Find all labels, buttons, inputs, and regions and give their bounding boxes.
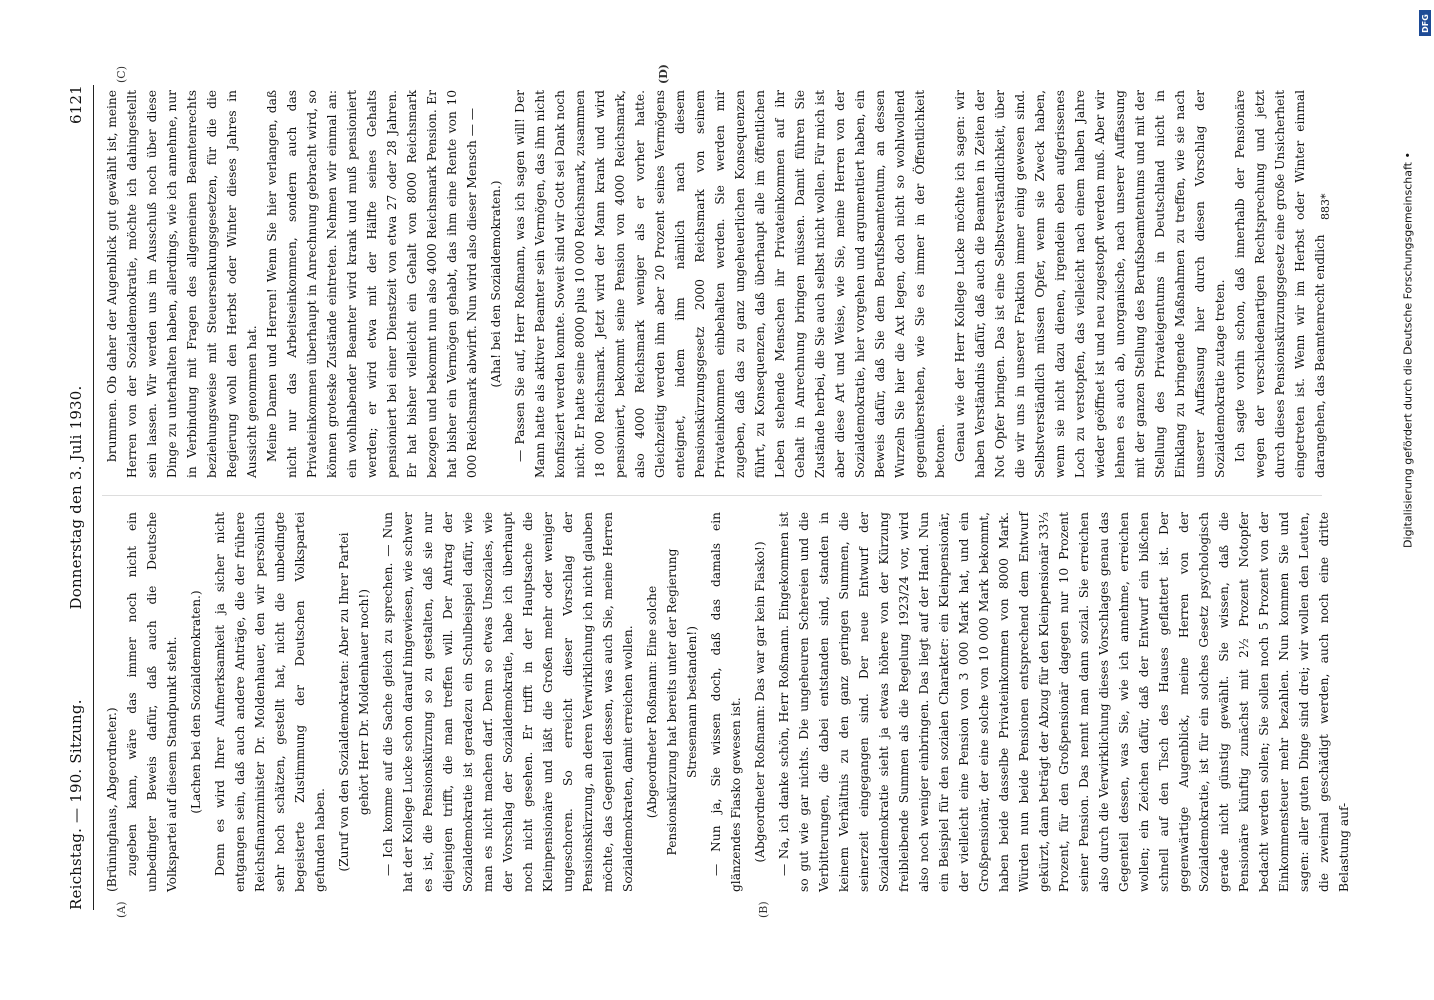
paragraph: — Na, ich danke schön, Herr Roßmann. Eingekommen ist so gut wie gar nichts. Die ungeheuren Schereien und die Verbitterungen, die dabei entstanden sind, standen in keinem Verhältnis zu den ganz geringen Summen, die seinerzeit eingegangen sind. Der neue Entwurf der Sozialdemokratie sieht ja etwas höhere von der Kürzung freibleibende Summen als die Regelung 1923/24 vor, wird also noch weniger einbringen. Das liegt auf der Hand. Nun ein Beispiel für den sozialen Charakter: ein Kleinpensionär, der vielleicht eine Pension von 3 000 Mark hat, und ein Großpensionär, der eine solche von 10 000 Mark bekommt, haben beide dasselbe Privateinkommen von 8000 Mark. Würden nun beide Pensionen entsprechend dem Entwurf gekürzt, dann beträgt der Abzug für den Kleinpensionär 33⅓ Prozent, für den Großpensionär dagegen nur 10 Prozent seiner Pension. Das nennt man dann sozial. Sie erreichen also durch die Verwirklichung dieses Vorschlages genau das Gegenteil dessen, was Sie, wie ich annehme, erreichen wollen; ein Zeichen dafür, daß der Entwurf ein bißchen schnell auf den Tisch des Hauses geflattert ist. Der gegenwärtige Augenblick, meine Herren von der Sozialdemokratie, ist für ein solches Gesetz psychologisch gerade nicht günstig gewählt. Sie wissen, daß die Pensionäre künftig zunächst mit 2½ Prozent Notopfer bedacht werden sollen; Sie sollen noch 5 Prozent von der Einkommensteuer mehr bezahlen. Nun kommen Sie und sagen: aller guten Dinge sind drei; wir wollen den Leuten, die zweimal geschädigt werden, auch noch eine dritte Belastung auf-: [777, 512, 1351, 892]
paragraph: Genau wie der Herr Kollege Lucke möchte ich sagen: wir haben Verständnis dafür, daß auch die Beamten in Zeiten der Not Opfer bringen. Das ist eine Selbstverständlichkeit, über die wir uns in unserer Fraktion immer einig gewesen sind. Selbstverständlich müssen Opfer, wenn sie Zweck haben, wenn sie nicht dazu dienen, irgendein eben aufgerissenes Loch zu verstopfen, das vielleicht nach einem halben Jahre wieder geöffnet ist und neu zugestopft werden muß. Aber wir lehnen es auch ab, unorganische, nach unserer Auffassung mit der ganzen Stellung des Berufsbeamtentums und mit der Stellung des Privateigentums in Deutschland nicht in Einklang zu bringende Maßnahmen zu treffen, wie sie nach unserer Auffassung hier durch diesen Vorschlag der Sozialdemokratie zutage treten.: [953, 90, 1227, 478]
paragraph: — Nun ja, Sie wissen doch, daß das damals ein glänzendes Fiasko gewesen ist.: [709, 512, 743, 892]
interjection: (Aha! bei den Sozialdemokraten.): [489, 180, 503, 388]
header-date: Donnerstag den 3. Juli 1930.: [67, 385, 85, 610]
text-column-left: [102, 512, 1351, 892]
interjection: (Zuruf von den Sozialdemokraten: Aber zu Ihrer Partei gehört Herr Dr. Moldenhauer noch!): [337, 532, 371, 872]
interjection: (Abgeordneter Roßmann: Das war gar kein Fiasko!): [753, 541, 767, 863]
dfg-logo-text: DFG: [1420, 13, 1430, 33]
paragraph: brummen. Ob daher der Augenblick gut gewählt ist, meine Herren von der Sozialdemokratie, möchte ich dahingestellt sein lassen. Wir werden uns im Ausschuß noch über diese Dinge zu unterhalten haben, allerdings, wie ich annehme, nur in Verbindung mit Fragen des allgemeinen Beamtenrechts beziehungsweise mit Steuersenkungsgesetzen, für die die Regierung wohl den Herbst oder Winter dieses Jahres in Aussicht genommen hat.: [105, 90, 259, 478]
margin-marker-d: (D): [657, 64, 670, 84]
rotated-page: [57, 60, 1377, 940]
header-rule: [93, 85, 94, 910]
margin-marker-c: (C): [115, 66, 128, 83]
paragraph: Meine Damen und Herren! Wenn Sie hier verlangen, daß nicht nur das Arbeitseinkommen, sondern auch das Privateinkommen überhaupt in Anrechnung gebracht wird, so können groteske Zustände eintreten. Nehmen wir einmal an: ein wohlhabender Beamter wird krank und muß pensioniert werden; er wird etwa mit der Hälfte seines Gehalts pensioniert bei einer Dienstzeit von etwa 27 oder 28 Jahren. Er hat bisher vielleicht ein Gehalt von 8000 Reichsmark bezogen und bekommt nun also 4000 Reichsmark Pension. Er hat bisher ein Vermögen gehabt, das ihm eine Rente von 10 000 Reichsmark abwirft. Nun wird also dieser Mensch — —: [265, 90, 479, 478]
interjection: (Abgeordneter Roßmann: Eine solche Pensionskürzung hat bereits unter der Regierung Stresemann bestanden!): [645, 548, 699, 856]
dfg-logo: [1419, 10, 1431, 36]
page-header: [67, 85, 93, 910]
digitization-credit: Digitalisierung gefördert durch die Deutsche Forschungsgemeinschaft •: [1401, 152, 1415, 548]
header-page-number: 6121: [67, 85, 85, 124]
margin-marker-a: (A): [115, 901, 128, 918]
paragraph: — Passen Sie auf, Herr Roßmann, was ich sagen will! Der Mann hatte als aktiver Beamter sein Vermögen, das ihm nicht konfisziert werden konnte. Soweit sind wir Gott sei Dank noch nicht. Er hatte seine 8000 plus 10 000 Reichsmark, zusammen 18 000 Reichsmark. Jetzt wird der Mann krank und wird pensioniert, bekommt seine Pension von 4000 Reichsmark, also 4000 Reichsmark weniger als er vorher hatte. Gleichzeitig werden ihm aber 20 Prozent seines Vermögens enteignet, indem ihm nämlich nach diesem Pensionskürzungsgesetz 2000 Reichsmark von seinem Privateinkommen einbehalten werden. Sie werden mir zugeben, daß das zu ganz ungeheuerlichen Konsequenzen führt, zu Konsequenzen, daß überhaupt alle im öffentlichen Leben stehende Menschen ihr Privateinkommen auf ihr Gehalt in Anrechnung bringen müssen. Damit führen Sie Zustände herbei, die Sie auch selbst nicht wollen. Für mich ist aber diese Art und Weise, wie Sie, meine Herren von der Sozialdemokratie, hier vorgehen und argumentiert haben, ein Beweis dafür, daß Sie dem Berufsbeamtentum, an dessen Wurzeln Sie hier die Axt legen, doch nicht so wohlwollend gegenüberstehen, wie Sie es immer in der Öffentlichkeit betonen.: [513, 89, 947, 478]
paragraph: (Brüninghaus, Abgeordneter.): [105, 707, 119, 892]
paragraph: Denn es wird Ihrer Aufmerksamkeit ja sicher nicht entgangen sein, daß auch andere Anträge, die der frühere Reichsfinanzminister Dr. Moldenhauer, den wir persönlich sehr hoch schätzen, gestellt hat, nicht die unbedingte begeisterte Zustimmung der Deutschen Volkspartei gefunden haben.: [213, 512, 327, 892]
paragraph: zugeben kann, wäre das immer noch nicht ein unbedingter Beweis dafür, daß auch die Deutsche Volkspartei auf diesem Standpunkt steht.: [125, 512, 179, 892]
column-divider: [102, 495, 1322, 496]
signature-mark: 883*: [1319, 193, 1332, 220]
interjection: (Lachen bei den Sozialdemokraten.): [189, 590, 203, 814]
header-session: Reichstag. — 190. Sitzung.: [67, 699, 85, 910]
margin-marker-b: (B): [757, 901, 770, 918]
credit-strip: [1383, 0, 1433, 1000]
paragraph: — Ich komme auf die Sache gleich zu sprechen. — Nun hat der Kollege Lucke schon darauf hingewiesen, wie schwer es ist, die Pensionskürzung so zu gestalten, daß sie nur diejenigen trifft, die man treffen will. Der Antrag der Sozialdemokratie ist geradezu ein Schulbeispiel dafür, wie man es nicht machen darf. Denn so etwas Unsoziales, wie der Vorschlag der Sozialdemokratie, habe ich überhaupt noch nicht gesehen. Er trifft in der Hauptsache die Kleinpensionäre und läßt die Großen mehr oder weniger ungeschoren. So erreicht dieser Vorschlag der Pensionskürzung, an deren Verwirklichung ich nicht glauben möchte, das Gegenteil dessen, was auch Sie, meine Herren Sozialdemokraten, damit erreichen wollen.: [381, 512, 635, 892]
paragraph: Ich sagte vorhin schon, daß innerhalb der Pensionäre wegen der verschiedenartigen Rechtsprechung und jetzt durch dieses Pensionskürzungsgesetz eine große Unsicherheit eingetreten ist. Wenn wir im Herbst oder Winter einmal darangehen, das Beamtenrecht endlich: [1233, 90, 1327, 478]
